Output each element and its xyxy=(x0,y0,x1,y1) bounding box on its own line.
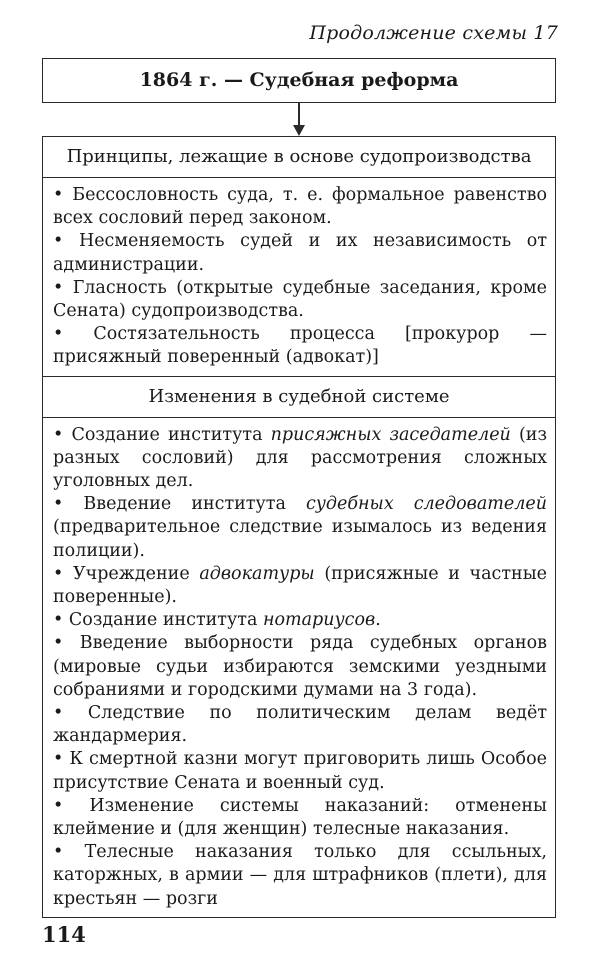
change-item: • Учреждение адвокатуры (присяжные и частные поверенные). xyxy=(53,563,547,609)
principles-list xyxy=(43,178,555,376)
change-item: • Телесные наказания только для ссыльных, каторжных, в армии — для штрафников (плети), для крестьян — розги xyxy=(53,841,547,911)
change-item: • Создание института нотариусов. xyxy=(53,609,547,632)
changes-heading: Изменения в судебной системе xyxy=(43,377,555,418)
page-number: 114 xyxy=(42,922,86,947)
principles-heading: Принципы, лежащие в основе судопроизводства xyxy=(43,137,555,178)
change-item: • Введение института судебных следователей (предварительное следствие изымалось из ведения полиции). xyxy=(53,493,547,563)
change-item: • Изменение системы наказаний: отменены клеймение и (для женщин) телесные наказания. xyxy=(53,795,547,841)
change-item: • К смертной казни могут приговорить лишь Особое присутствие Сената и военный суд. xyxy=(53,748,547,794)
principle-item: • Гласность (открытые судебные заседания, кроме Сената) судопроизводства. xyxy=(53,277,547,323)
change-item: • Создание института присяжных заседателей (из разных сословий) для рассмотрения сложных уголовных дел. xyxy=(53,424,547,494)
principle-item: • Бессословность суда, т. е. формальное равенство всех сословий перед законом. xyxy=(53,184,547,230)
reform-title-box xyxy=(42,58,556,103)
continuation-caption: Продолжение схемы 17 xyxy=(309,22,558,44)
principle-item: • Несменяемость судей и их независимость от администрации. xyxy=(53,230,547,276)
scheme-table xyxy=(42,136,556,918)
principle-item: • Состязательность процесса [прокурор — присяжный поверенный (адвокат)] xyxy=(53,323,547,369)
reform-title: 1864 г. — Судебная реформа xyxy=(139,69,459,91)
changes-list xyxy=(43,418,555,917)
change-item: • Введение выборности ряда судебных органов (мировые судьи избираются земскими уездными собраниями и городскими думами на 3 года). xyxy=(53,632,547,702)
arrow-down-icon xyxy=(293,125,305,136)
change-item: • Следствие по политическим делам ведёт жандармерия. xyxy=(53,702,547,748)
